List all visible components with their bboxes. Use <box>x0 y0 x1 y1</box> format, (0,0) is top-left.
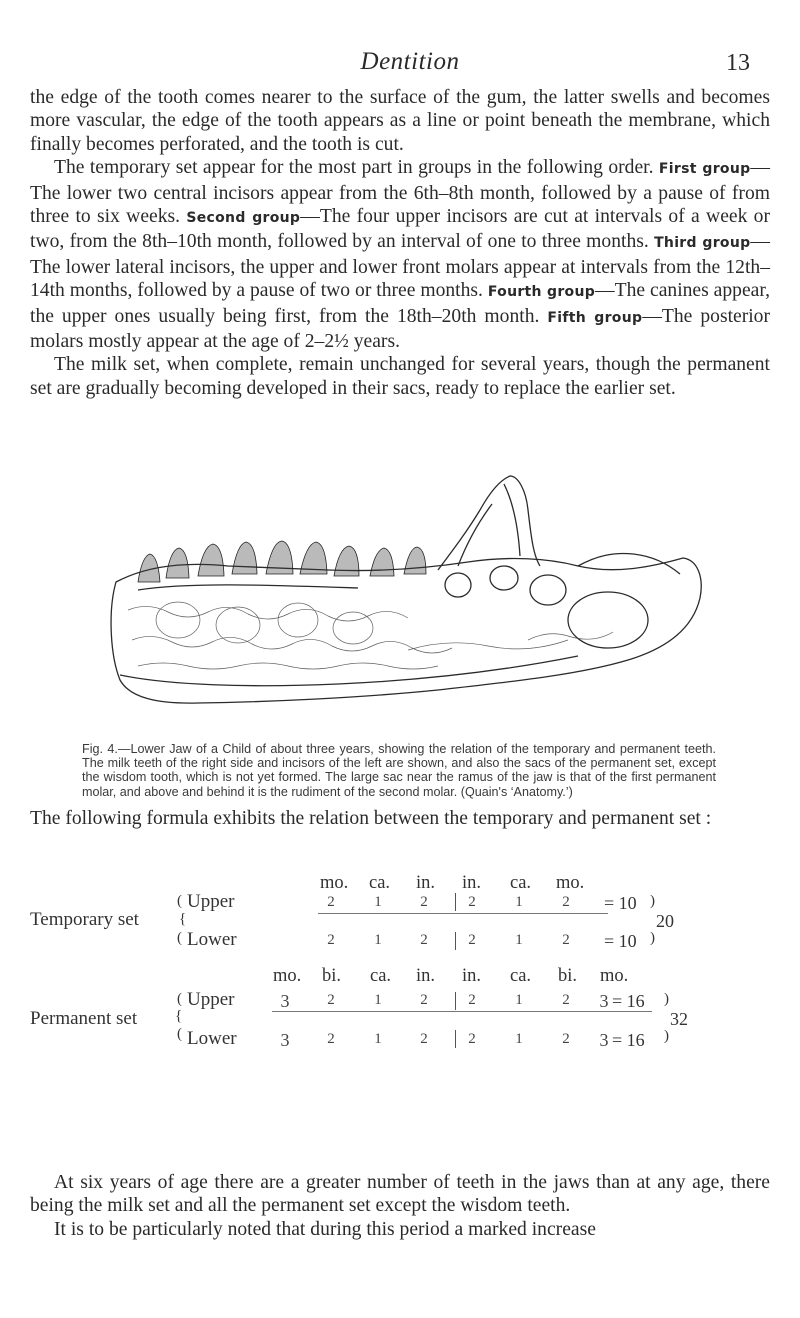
col-header: in. <box>416 966 436 986</box>
set-total: 32 <box>670 1009 688 1029</box>
tooth-count: 2 <box>327 992 335 1008</box>
brace-bottom: ( <box>177 930 182 946</box>
tooth-count: 2 <box>562 992 570 1008</box>
brace-right-top: ) <box>664 991 669 1007</box>
col-header: ca. <box>369 873 391 893</box>
brace-mid: { <box>179 911 187 927</box>
tooth-count: 1 <box>515 894 523 910</box>
col-header: ca. <box>510 966 532 986</box>
tooth-count: 1 <box>374 1031 382 1047</box>
running-title: Dentition <box>360 48 460 75</box>
tooth-count: 2 <box>562 1031 570 1047</box>
group-label: First group <box>658 161 751 178</box>
tooth-count: 2 <box>420 932 428 948</box>
figure-caption <box>82 742 716 799</box>
tooth-count: 1 <box>515 992 523 1008</box>
divider-line <box>318 913 608 914</box>
brace-top: ( <box>177 893 182 909</box>
tooth-count: 2 <box>468 992 476 1008</box>
group-label: Fifth group <box>547 309 643 326</box>
paragraph: At six years of age there are a greater number of teeth in the jaws than at any age, there being the milk set and all the permanent set except the wisdom teeth. <box>30 1172 770 1217</box>
tooth-count: 1 <box>374 992 382 1008</box>
tooth-count: 2 <box>468 932 476 948</box>
jaw-illustration <box>108 470 708 715</box>
divider-line <box>272 1011 652 1012</box>
midline-bar <box>455 992 456 1010</box>
midline-bar <box>455 1030 456 1048</box>
tooth-count: 3 <box>599 991 609 1011</box>
page-header <box>0 48 800 88</box>
tooth-count: 3 <box>280 991 290 1011</box>
tooth-count: 2 <box>420 1031 428 1047</box>
group-text: —The four upper incisors are cut at intervals of a week or two, from the 8th–10th month, followed by an interval of one to three months. <box>30 206 771 253</box>
groups-intro: The temporary set appear for the most part in groups in the following order. <box>54 157 654 179</box>
midline-bar <box>455 893 456 911</box>
row-label-upper: Upper <box>187 989 235 1010</box>
group-label: Second group <box>186 210 301 227</box>
midline-bar <box>455 932 456 950</box>
group-text: —The posterior molars mostly appear at the age of 2–2½ years. <box>30 305 771 353</box>
brace-bottom: ( <box>177 1026 182 1042</box>
temporary-set-label: Temporary set <box>30 909 139 930</box>
col-header: mo. <box>556 873 585 893</box>
tooth-count: 2 <box>468 894 476 910</box>
paragraph-groups <box>30 156 770 353</box>
tooth-count: 2 <box>420 894 428 910</box>
tooth-count: 2 <box>327 1031 335 1047</box>
tooth-count: 1 <box>374 894 382 910</box>
col-header: ca. <box>370 966 392 986</box>
row-sum: = 16 <box>612 1030 645 1050</box>
col-header: in. <box>462 873 482 893</box>
group-text: —The lower two central incisors appear from the 6th–8th month, followed by a pause of from three to six weeks. <box>30 157 771 228</box>
tooth-count: 2 <box>562 932 570 948</box>
row-label-upper: Upper <box>187 891 235 912</box>
group-text: —The canines appear, the upper ones usually being first, from the 18th–20th month. <box>30 280 770 327</box>
col-header: in. <box>462 966 482 986</box>
page-number: 13 <box>726 50 750 76</box>
tooth-count: 3 <box>280 1030 290 1050</box>
tooth-count: 2 <box>327 932 335 948</box>
set-total: 20 <box>656 911 674 931</box>
brace-mid: { <box>175 1008 183 1024</box>
group-label: Third group <box>654 235 751 252</box>
formula-intro: The following formula exhibits the relation between the temporary and permanent set : <box>30 808 712 829</box>
tooth-count: 1 <box>374 932 382 948</box>
row-sum: = 10 <box>604 931 637 951</box>
tooth-count: 2 <box>468 1031 476 1047</box>
col-header: bi. <box>558 966 578 986</box>
group-text: —The lower lateral incisors, the upper and lower front molars appear at intervals from the 12th–14th months, followed by a pause of two or three months. <box>30 231 771 302</box>
paragraph: the edge of the tooth comes nearer to the surface of the gum, the latter swells and becomes more vascular, the edge of the tooth appears as a line or point beneath the membrane, which finally becomes perforated, and the tooth is cut. <box>30 87 770 155</box>
row-sum: = 16 <box>612 991 645 1011</box>
col-header: mo. <box>600 966 629 986</box>
permanent-set-label: Permanent set <box>30 1008 138 1029</box>
row-label-lower: Lower <box>187 929 237 950</box>
caption-text: Fig. 4.—Lower Jaw of a Child of about three years, showing the relation of the temporary and permanent teeth. The milk teeth of the right side and incisors of the left are shown, and also the sacs of the permanent set, except the wisdom tooth, which is not yet formed. The large sac near the ramus of the jaw is that of the first permanent molar, and above and behind it is the rudiment of the second molar. (Quain's ‘Anatomy.’) <box>82 742 716 799</box>
brace-right-top: ) <box>650 893 655 909</box>
tooth-count: 3 <box>599 1030 609 1050</box>
col-header: ca. <box>510 873 532 893</box>
tooth-count: 1 <box>515 1031 523 1047</box>
col-header: mo. <box>320 873 349 893</box>
col-header: in. <box>416 873 436 893</box>
group-label: Fourth group <box>487 284 596 301</box>
tooth-count: 2 <box>562 894 570 910</box>
paragraph: The milk set, when complete, remain unchanged for several years, though the permanent set are gradually becoming developed in their sacs, ready to replace the earlier set. <box>30 354 770 399</box>
tooth-count: 2 <box>327 894 335 910</box>
col-header: mo. <box>273 966 302 986</box>
brace-right-bottom: ) <box>650 930 655 946</box>
closing-text <box>30 1171 770 1241</box>
row-label-lower: Lower <box>187 1028 237 1049</box>
tooth-count: 1 <box>515 932 523 948</box>
brace-top: ( <box>177 991 182 1007</box>
row-sum: = 10 <box>604 893 637 913</box>
body-text <box>30 86 770 400</box>
brace-right-bottom: ) <box>664 1028 669 1044</box>
paragraph: It is to be particularly noted that during this period a marked increase <box>54 1218 596 1240</box>
col-header: bi. <box>322 966 342 986</box>
tooth-count: 2 <box>420 992 428 1008</box>
